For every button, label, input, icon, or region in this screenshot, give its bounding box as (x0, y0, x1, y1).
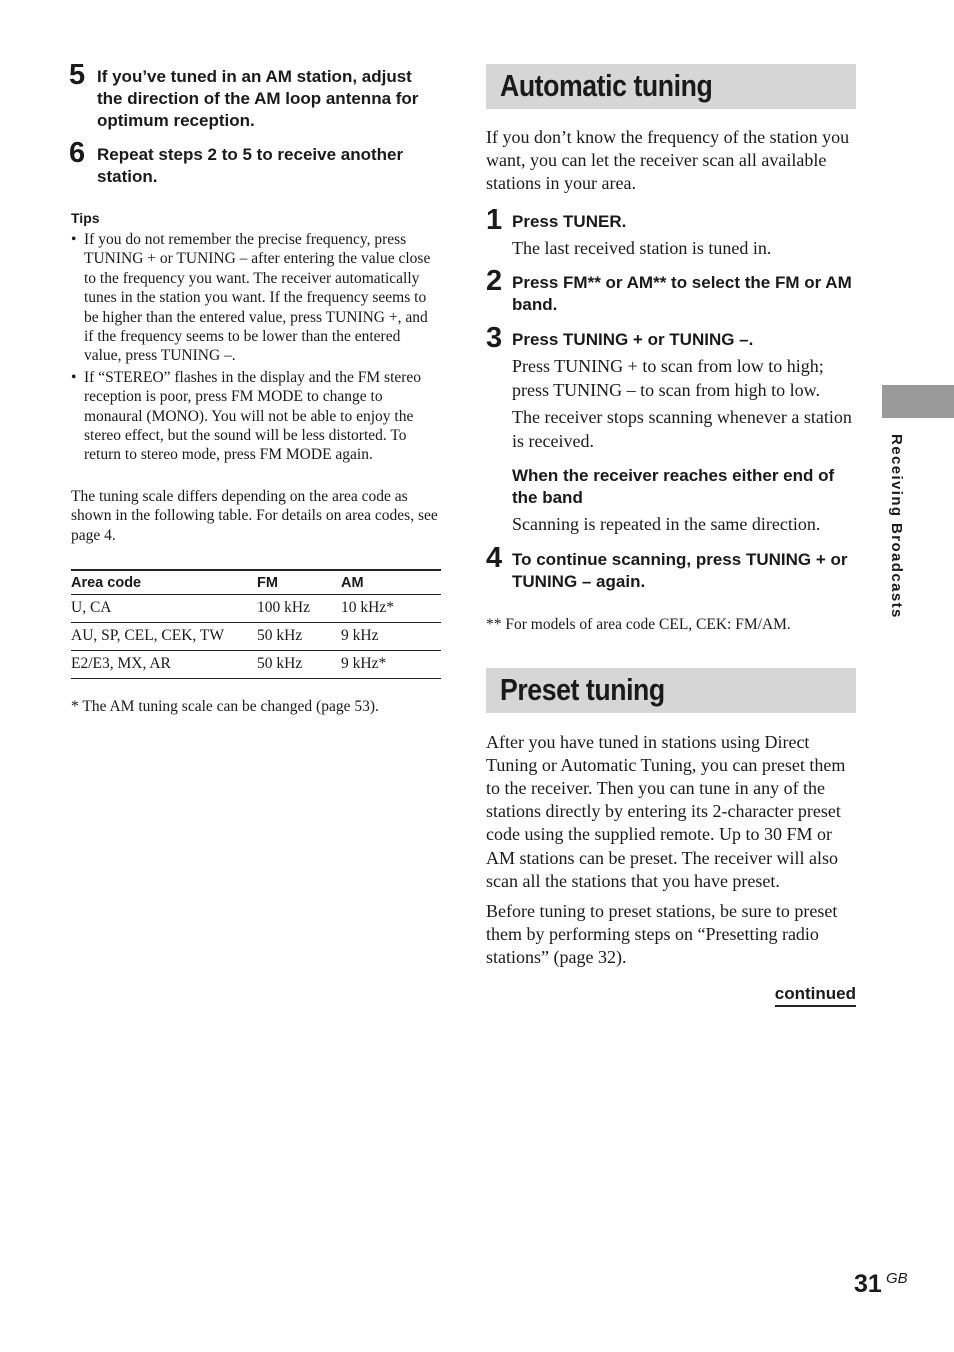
table-cell: 9 kHz* (341, 651, 441, 679)
table-cell: 9 kHz (341, 623, 441, 651)
automatic-tuning-intro: If you don’t know the frequency of the station you want, you can let the receiver scan all available stations in your area. (486, 127, 850, 194)
table-cell: 10 kHz* (341, 595, 441, 623)
table-row (71, 623, 441, 651)
tips-list (71, 230, 441, 465)
column-header-fm: FM (257, 570, 341, 595)
auto-step-4 (486, 541, 856, 593)
step-title: If you’ve tuned in an AM station, adjust the direction of the AM loop antenna for optimum reception. (97, 67, 419, 130)
tip-item: • If you do not remember the precise frequency, press TUNING + or TUNING – after entering the value close to the frequency you want. The receiver automatically tunes in the station you want. If the frequency seems to be higher than the entered value, press TUNING +, and if the frequency seems to be lower than the entered value, press TUNING –. (71, 231, 431, 365)
step-title: Press FM** or AM** to select the FM or AM band. (512, 273, 852, 315)
step-title: Press TUNING + or TUNING –. (512, 330, 754, 350)
right-column (486, 64, 856, 1010)
left-column (69, 59, 441, 716)
band-end-heading: When the receiver reaches either end of the band (512, 466, 835, 508)
bullet-icon: • (71, 368, 77, 386)
preset-tuning-paragraph: After you have tuned in stations using Direct Tuning or Automatic Tuning, you can preset them to the receiver. Then you can tune in any of the stations directly by entering its 2-character preset code using the supplied remote. Up to 30 FM or AM stations can be preset. The receiver will also scan all the stations that you have preset. (486, 731, 846, 891)
table-footnote: * The AM tuning scale can be changed (page 53). (71, 698, 379, 716)
step-number: 6 (69, 137, 86, 169)
tuning-scale-note: The tuning scale differs depending on the area code as shown in the following table. For details on area codes, see page 4. (71, 487, 438, 544)
tips-heading: Tips (71, 210, 100, 226)
step-number: 4 (486, 541, 503, 574)
step-number: 3 (486, 322, 503, 355)
continued-label: continued (775, 984, 856, 1007)
step-number: 5 (69, 59, 86, 91)
page-number-suffix: GB (886, 1270, 908, 1287)
section-title: Automatic tuning (500, 68, 713, 103)
table-cell: AU, SP, CEL, CEK, TW (71, 623, 257, 651)
bullet-icon: • (71, 231, 77, 248)
model-footnote: ** For models of area code CEL, CEK: FM/AM. (486, 615, 791, 633)
table-row (71, 651, 441, 679)
step-title: To continue scanning, press TUNING + or TUNING – again. (512, 549, 848, 591)
step-title: Press TUNER. (512, 211, 627, 231)
column-header-am: AM (341, 570, 441, 595)
table-cell: 50 kHz (257, 623, 341, 651)
section-tab-label: Receiving Broadcasts (888, 434, 905, 619)
section-tab (882, 385, 954, 418)
table-header-row (71, 570, 441, 595)
band-end-text: Scanning is repeated in the same direction. (512, 514, 821, 535)
auto-step-1 (486, 203, 856, 261)
table-row (71, 595, 441, 623)
step-number: 1 (486, 203, 503, 236)
tuning-scale-table (71, 569, 441, 679)
step-description: The last received station is tuned in. (512, 237, 772, 258)
step-6 (69, 137, 441, 188)
table-cell: 100 kHz (257, 595, 341, 623)
table-cell: 50 kHz (257, 651, 341, 679)
step-number: 2 (486, 265, 503, 298)
section-title: Preset tuning (500, 671, 665, 707)
table-cell: U, CA (71, 595, 257, 623)
step-description: Press TUNING + to scan from low to high; press TUNING – to scan from high to low. (512, 356, 824, 400)
auto-step-3 (486, 322, 856, 537)
page-number: 31 (854, 1270, 882, 1298)
step-description: The receiver stops scanning whenever a station is received. (512, 407, 852, 451)
auto-step-2 (486, 265, 856, 316)
step-5 (69, 59, 441, 132)
table-cell: E2/E3, MX, AR (71, 651, 257, 679)
preset-tuning-paragraph: Before tuning to preset stations, be sure to preset them by performing steps on “Presetting radio stations” (page 32). (486, 901, 838, 968)
column-header-area-code: Area code (71, 570, 257, 595)
step-title: Repeat steps 2 to 5 to receive another station. (97, 145, 404, 186)
automatic-tuning-header (486, 64, 856, 109)
tip-item: • If “STEREO” flashes in the display and the FM stereo reception is poor, press FM MODE to change to monaural (MONO). You will not be able to enjoy the stereo effect, but the sound will be less distorted. To return to stereo mode, press FM MODE again. (71, 368, 422, 464)
preset-tuning-header (486, 668, 856, 713)
